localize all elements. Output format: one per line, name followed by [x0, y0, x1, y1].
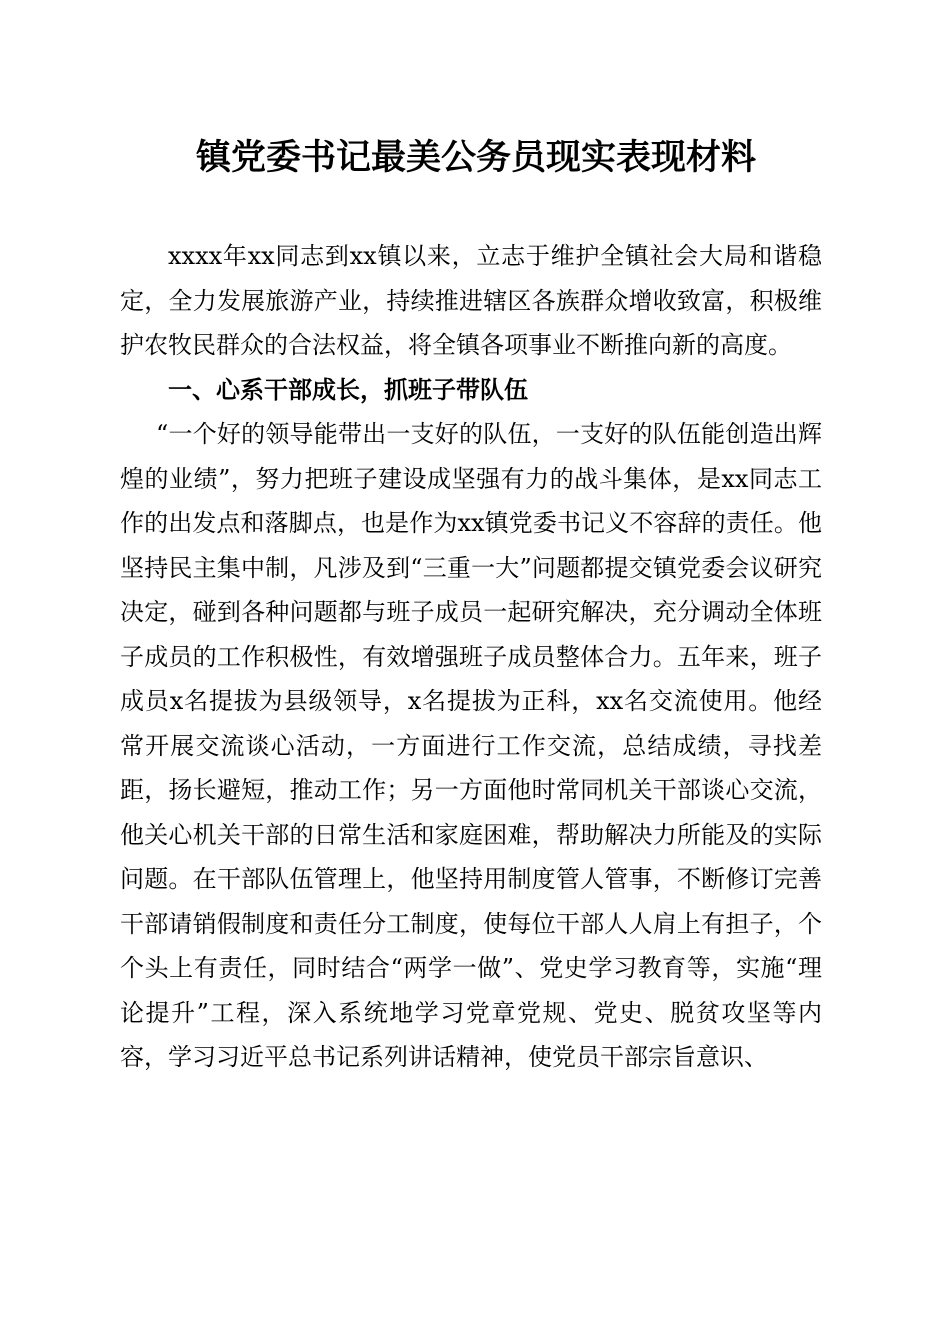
- intro-paragraph: xxxx年xx同志到xx镇以来，立志于维护全镇社会大局和谐稳定，全力发展旅游产业，持续推进辖区各族群众增收致富，积极维护农牧民群众的合法权益，将全镇各项事业不断推向新的高度。: [120, 242, 822, 359]
- section-paragraph: “一个好的领导能带出一支好的队伍，一支好的队伍能创造出辉煌的业绩”，努力把班子建设成坚强有力的战斗集体，是xx同志工作的出发点和落脚点，也是作为xx镇党委书记义不容辞的责任。他坚持民主集中制，凡涉及到“三重一大”问题都提交镇党委会议研究决定，碰到各种问题都与班子成员一起研究解决，充分调动全体班子成员的工作积极性，有效增强班子成员整体合力。五年来，班子成员x名提拔为县级领导，x名提拔为正科，xx名交流使用。他经常开展交流谈心活动，一方面进行工作交流，总结成绩，寻找差距，扬长避短，推动工作；另一方面他时常同机关干部谈心交流，他关心机关干部的日常生活和家庭困难，帮助解决力所能及的实际问题。在干部队伍管理上，他坚持用制度管人管事，不断修订完善干部请销假制度和责任分工制度，使每位干部人人肩上有担子，个个头上有责任，同时结合“两学一做”、党史学习教育等，实施“理论提升”工程，深入系统地学习党章党规、党史、脱贫攻坚等内容，学习习近平总书记系列讲话精神，使党员干部宗旨意识、: [120, 420, 822, 1071]
- section-heading: 一、心系干部成长，抓班子带队伍: [168, 375, 528, 404]
- document-body: [120, 234, 822, 1080]
- document-title: 镇党委书记最美公务员现实表现材料: [195, 137, 756, 178]
